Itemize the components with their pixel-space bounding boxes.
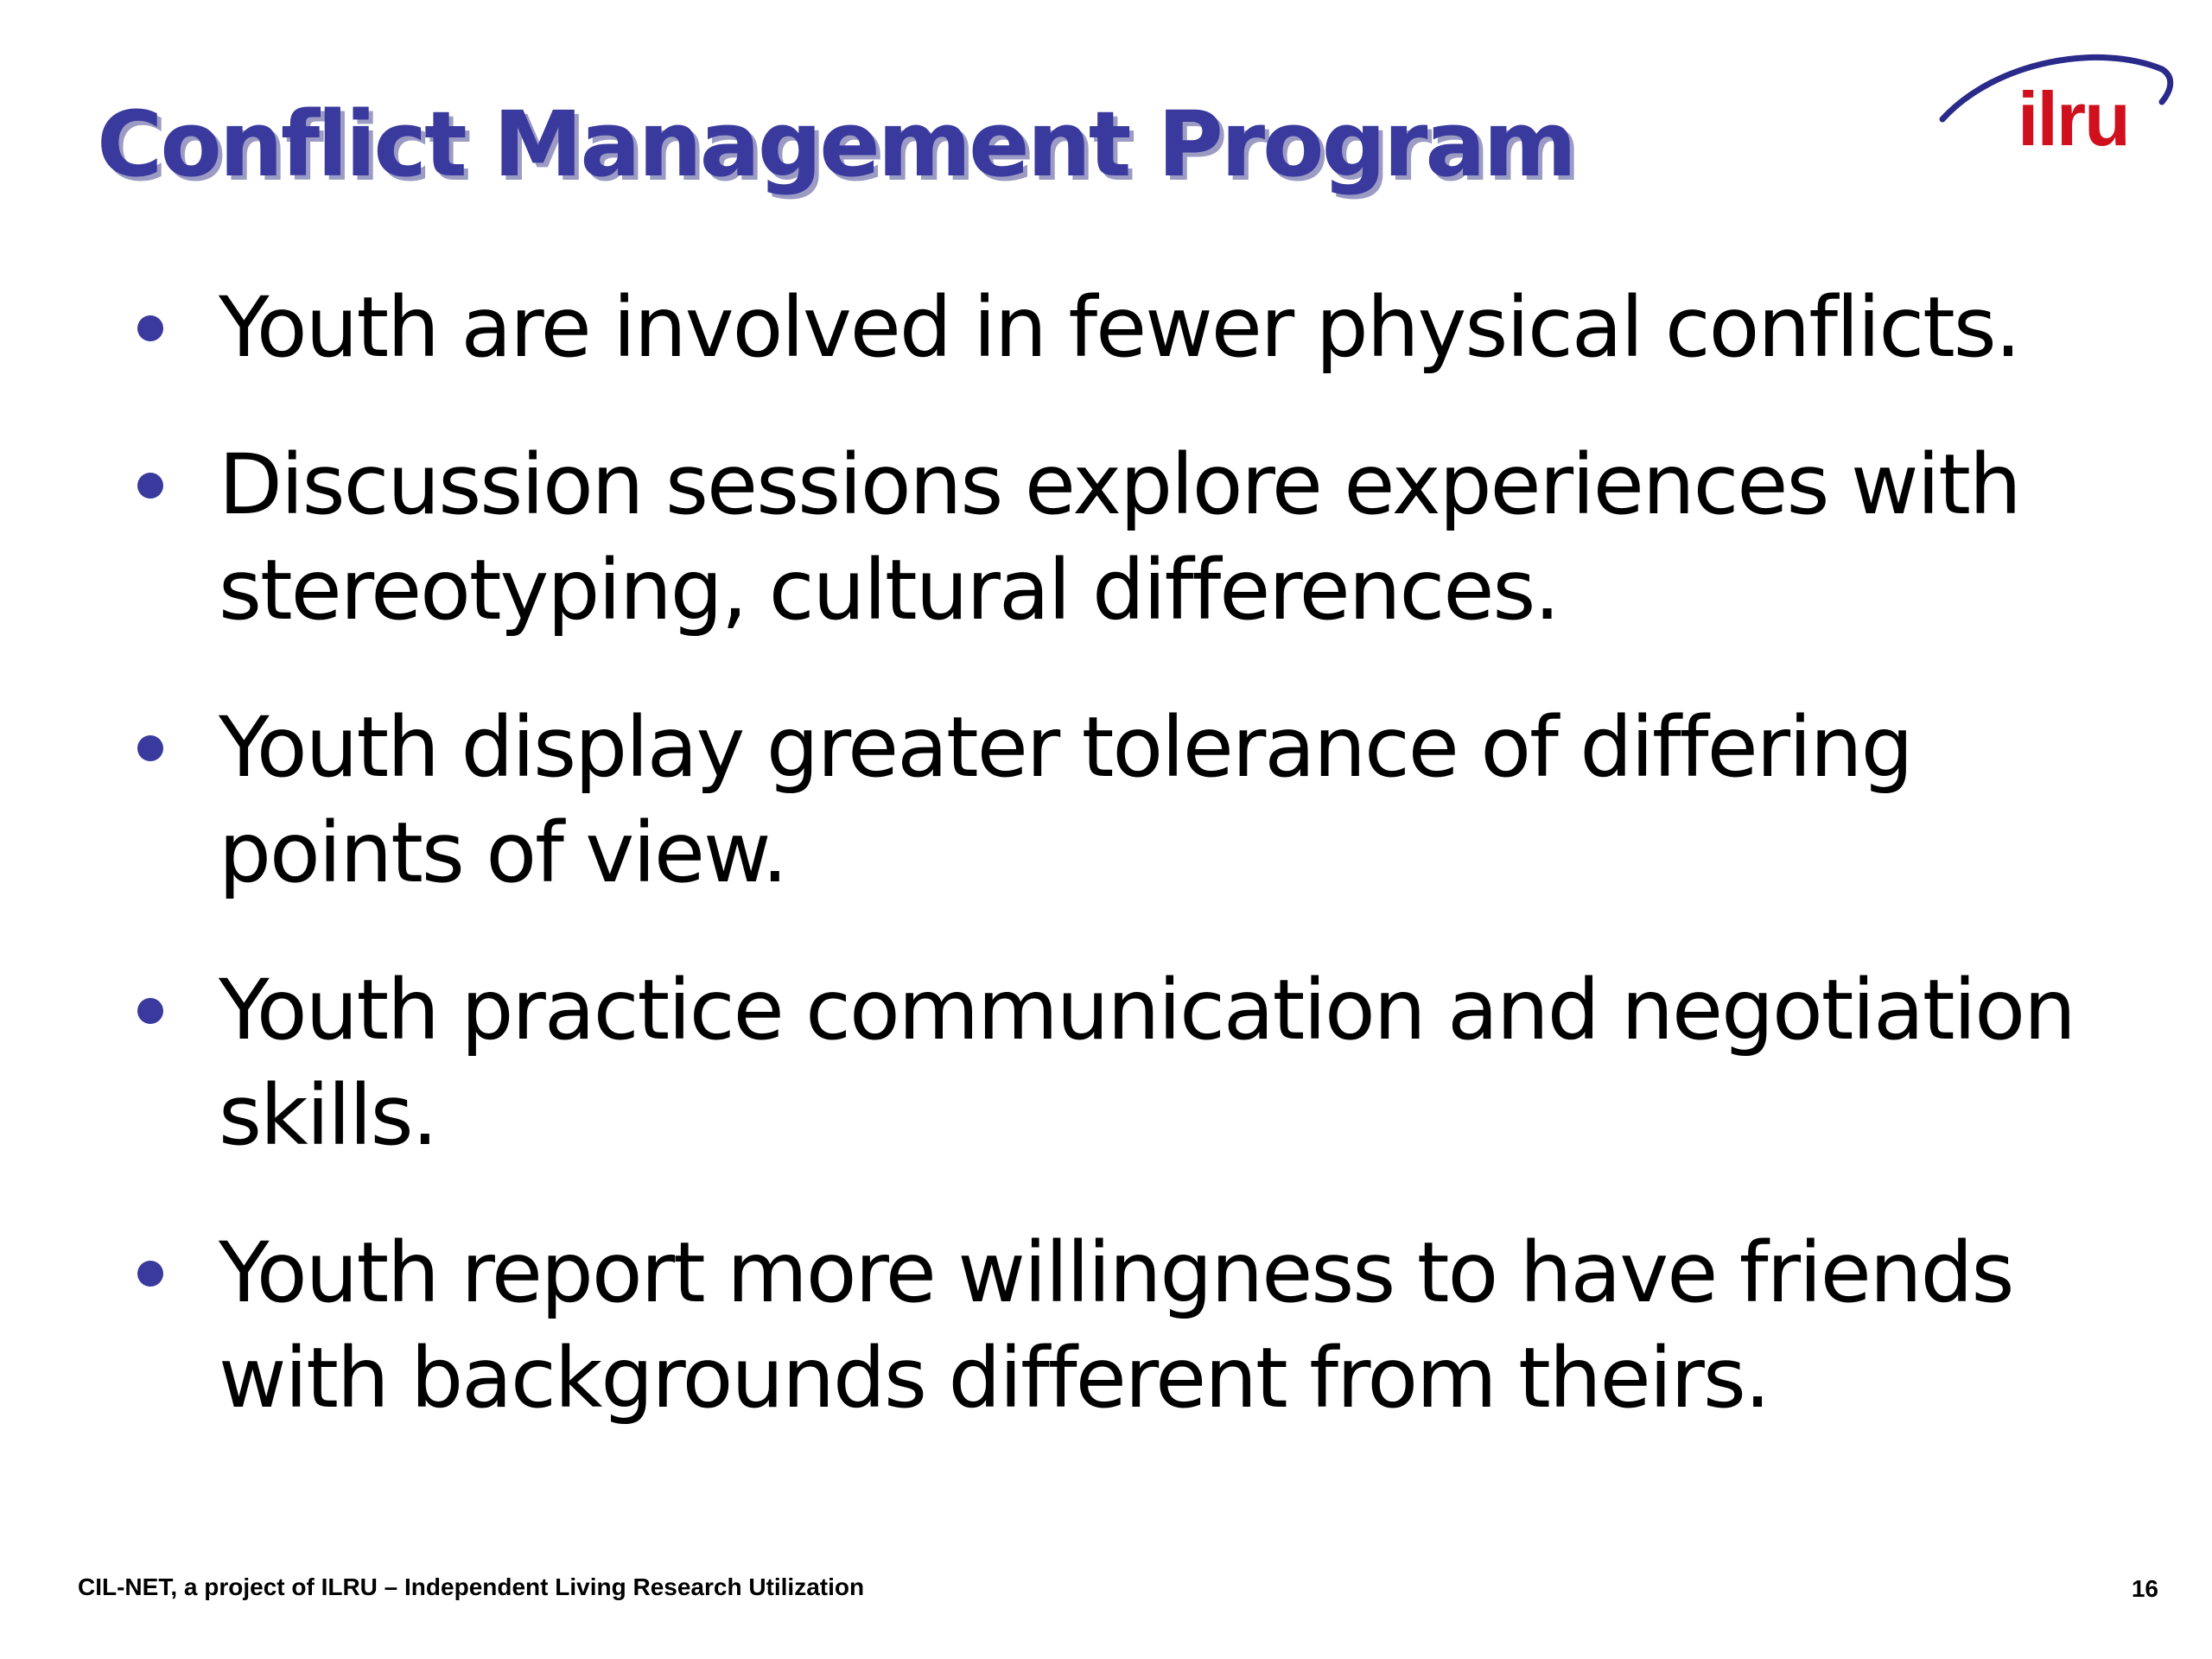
- bullet-dot-icon: [137, 315, 163, 341]
- page-number: 16: [2131, 1575, 2158, 1602]
- bullet-item: [130, 275, 2117, 380]
- slide-title: Conflict Management Program: [97, 92, 1574, 197]
- bullet-dot-icon: [137, 735, 163, 761]
- bullet-dot-icon: [137, 998, 163, 1024]
- bullet-item: [130, 695, 2117, 906]
- bullet-text: Discussion sessions explore experiences with stereotyping, cultural differences.: [219, 436, 2020, 639]
- bullet-text: Youth are involved in fewer physical conflicts.: [219, 279, 2020, 376]
- bullet-item: [130, 957, 2117, 1168]
- bullet-item: [130, 1220, 2117, 1431]
- bullet-item: [130, 432, 2117, 643]
- bullet-text: Youth practice communication and negotiation skills.: [219, 962, 2075, 1164]
- slide-footer: CIL-NET, a project of ILRU – Independent Living Research Utilization: [78, 1573, 865, 1600]
- ilru-logo: [1927, 35, 2186, 164]
- bullet-dot-icon: [137, 473, 163, 499]
- bullet-text: Youth report more willingness to have friends with backgrounds different from theirs.: [219, 1224, 2013, 1427]
- bullet-text: Youth display greater tolerance of differing points of view.: [219, 699, 1912, 901]
- bullet-dot-icon: [137, 1261, 163, 1287]
- bullet-list: [130, 275, 2117, 1483]
- logo-text: ilru: [2018, 76, 2129, 162]
